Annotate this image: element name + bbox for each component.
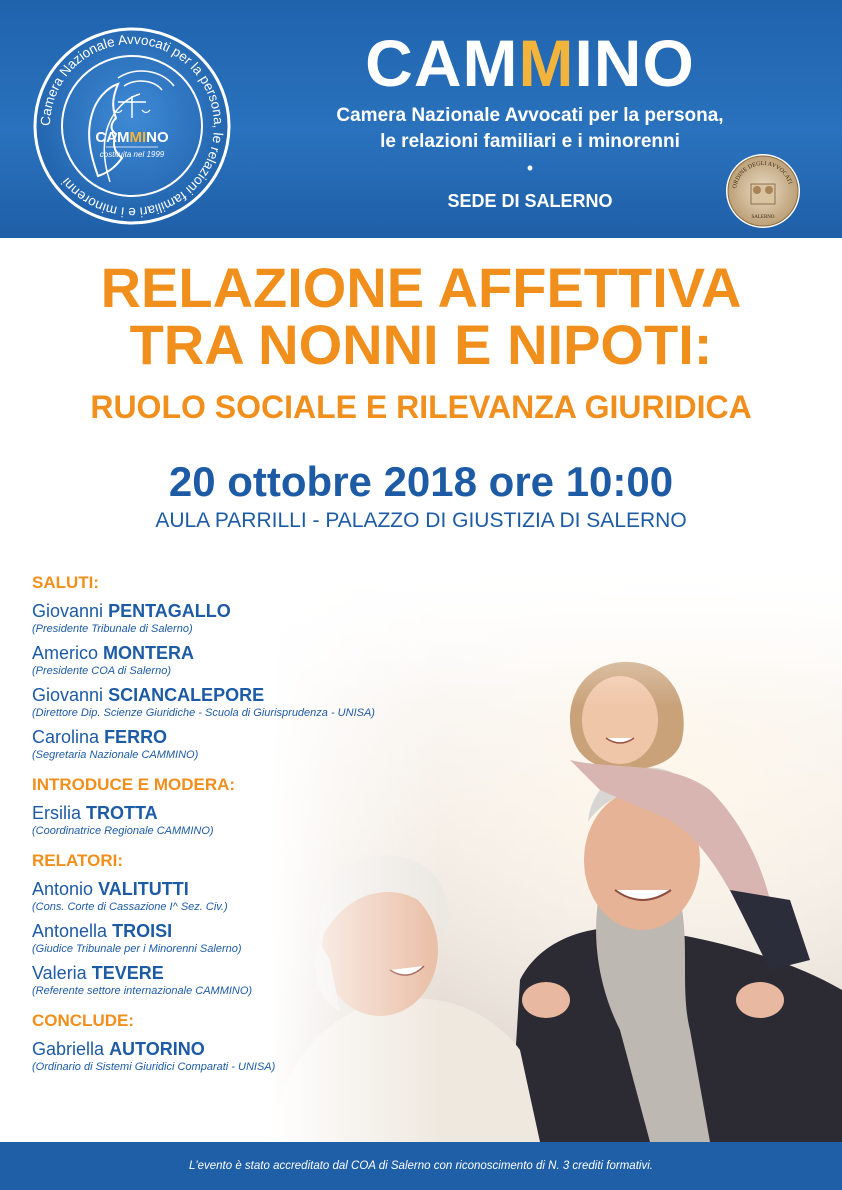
- speaker-role: (Referente settore internazionale CAMMINO): [32, 985, 253, 997]
- speaker-role: (Direttore Dip. Scienze Giuridiche - Scuola di Giurisprudenza - UNISA): [32, 707, 375, 719]
- speaker-first-name: Antonella: [32, 921, 108, 941]
- brand-title-part3: INO: [574, 26, 695, 100]
- svg-text:CAMMINO: [95, 129, 169, 146]
- title-line3: RUOLO SOCIALE E RILEVANZA GIURIDICA: [90, 389, 752, 425]
- speaker-name: [32, 684, 452, 706]
- brand-title: [300, 26, 760, 100]
- speaker-name: [32, 802, 452, 824]
- cammino-seal-logo: [32, 26, 232, 226]
- speaker-first-name: Americo: [32, 643, 99, 663]
- speaker-first-name: Carolina: [32, 727, 100, 747]
- seal-ring-text: Camera Nazionale Avvocati per la persona, le relazioni familiari e i minorenni: [37, 31, 227, 221]
- brand-title-part1: CAM: [365, 26, 519, 100]
- seal-brand-a: CAM: [95, 129, 130, 146]
- speaker-first-name: Giovanni: [32, 601, 104, 621]
- speaker-role: (Presidente Tribunale di Salerno): [32, 623, 193, 635]
- title-line2: TRA NONNI E NIPOTI:: [129, 313, 713, 376]
- ordine-avvocati-logo: [724, 152, 802, 230]
- title-line1: RELAZIONE AFFETTIVA: [100, 256, 742, 319]
- speaker-role: (Giudice Tribunale per i Minorenni Salerno): [32, 943, 242, 955]
- speaker-surname: VALITUTTI: [98, 879, 189, 899]
- seal-brand-b: MI: [129, 129, 147, 146]
- speaker-entry: [32, 726, 452, 762]
- speaker-surname: TROISI: [112, 921, 173, 941]
- speaker-name: [32, 600, 452, 622]
- speaker-entry: [32, 962, 452, 998]
- header-banner: [0, 0, 842, 238]
- seal-founded: costituita nel 1999: [99, 150, 165, 159]
- speaker-name: [32, 920, 452, 942]
- sede-label: SEDE DI SALERNO: [447, 191, 613, 211]
- speaker-name: [32, 1038, 452, 1060]
- section-heading-introduce: INTRODUCE E MODERA:: [32, 775, 236, 794]
- speaker-entry: [32, 802, 452, 838]
- section-heading-saluti: SALUTI:: [32, 573, 100, 592]
- speaker-entry: [32, 684, 452, 720]
- brand-dot: •: [526, 158, 534, 178]
- speaker-surname: SCIANCALEPORE: [108, 685, 265, 705]
- speaker-entry: [32, 878, 452, 914]
- speaker-first-name: Antonio: [32, 879, 94, 899]
- ordine-bottom-text: SALERNO: [751, 215, 775, 220]
- speaker-name: [32, 642, 452, 664]
- speaker-entry: [32, 1038, 452, 1074]
- speaker-surname: AUTORINO: [109, 1039, 205, 1059]
- speaker-surname: MONTERA: [103, 643, 195, 663]
- speaker-entry: [32, 920, 452, 956]
- speaker-role: (Cons. Corte di Cassazione I^ Sez. Civ.): [32, 901, 228, 913]
- brand-block: [300, 26, 760, 212]
- speaker-role: (Ordinario di Sistemi Giuridici Comparati - UNISA): [32, 1061, 276, 1073]
- event-datetime: 20 ottobre 2018 ore 10:00: [168, 458, 674, 505]
- seal-brand-c: NO: [146, 129, 169, 146]
- brand-subtitle-line2: le relazioni familiari e i minorenni: [380, 131, 680, 152]
- speaker-surname: PENTAGALLO: [108, 601, 231, 621]
- section-heading-relatori: RELATORI:: [32, 851, 123, 870]
- speaker-entry: [32, 600, 452, 636]
- event-venue: AULA PARRILLI - PALAZZO DI GIUSTIZIA DI SALERNO: [155, 509, 687, 532]
- speaker-first-name: Giovanni: [32, 685, 104, 705]
- ordine-top-text: ORDINE DEGLI AVVOCATI: [732, 160, 793, 190]
- speaker-name: [32, 726, 452, 748]
- speaker-surname: TROTTA: [86, 803, 158, 823]
- speaker-first-name: Valeria: [32, 963, 87, 983]
- speaker-role: (Coordinatrice Regionale CAMMINO): [32, 825, 214, 837]
- speaker-surname: TEVERE: [91, 963, 164, 983]
- speaker-first-name: Gabriella: [32, 1039, 105, 1059]
- section-heading-conclude: CONCLUDE:: [32, 1011, 134, 1030]
- speaker-name: [32, 878, 452, 900]
- speaker-role: (Presidente COA di Salerno): [32, 665, 171, 677]
- speaker-name: [32, 962, 452, 984]
- brand-title-part2: M: [518, 26, 575, 100]
- footer-accreditation: L'evento è stato accreditato dal COA di Salerno con riconoscimento di N. 3 crediti formativi.: [0, 1142, 842, 1190]
- program-list: [32, 572, 452, 1074]
- speaker-role: (Segretaria Nazionale CAMMINO): [32, 749, 199, 761]
- speaker-surname: FERRO: [104, 727, 168, 747]
- brand-subtitle-line1: Camera Nazionale Avvocati per la persona,: [336, 105, 724, 126]
- speaker-first-name: Ersilia: [32, 803, 82, 823]
- speaker-entry: [32, 642, 452, 678]
